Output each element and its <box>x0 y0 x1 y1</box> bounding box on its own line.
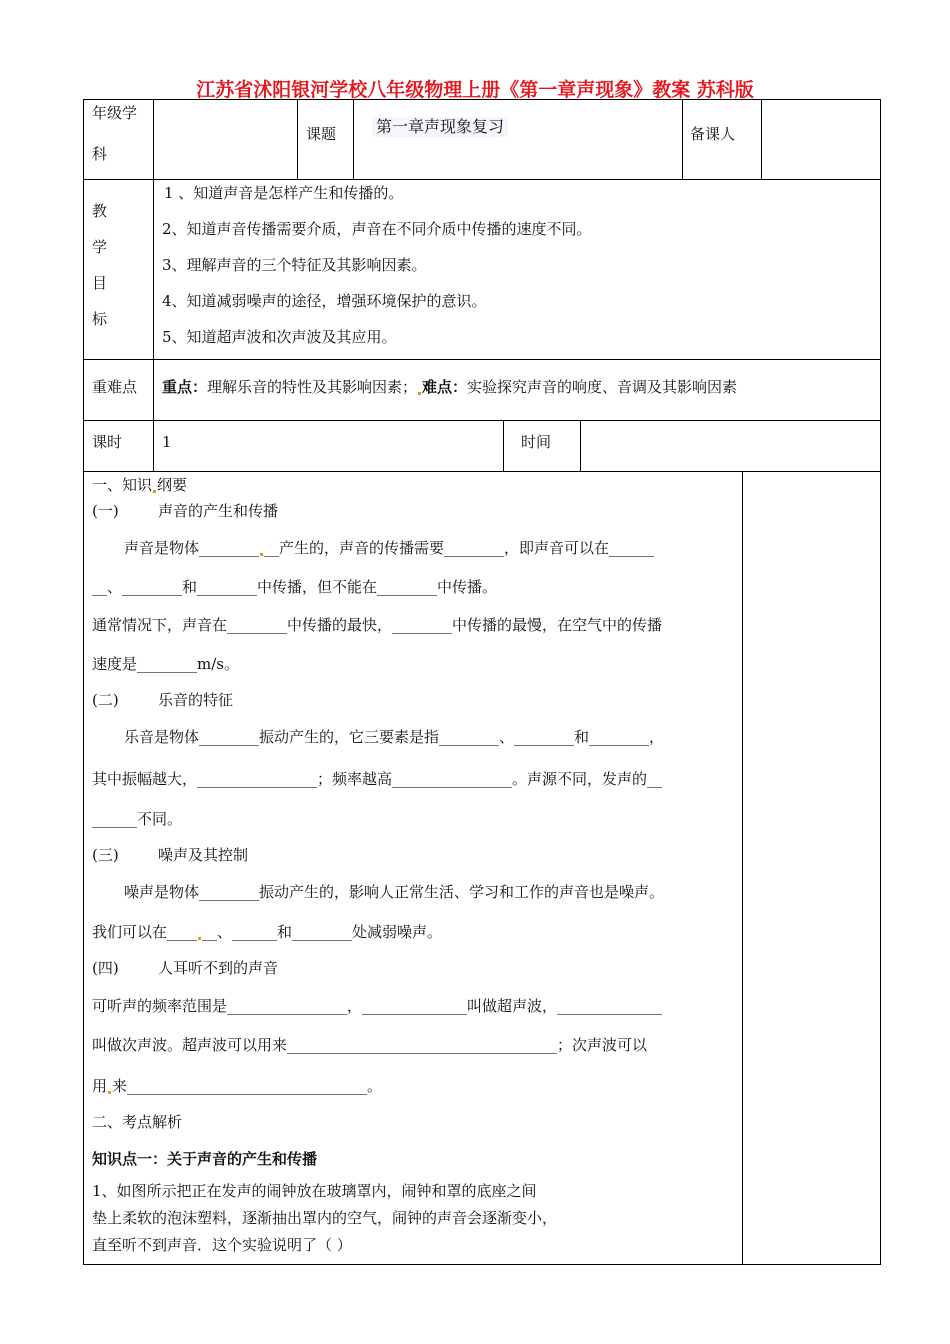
topic-label: 课题 <box>306 125 337 143</box>
col-divider <box>742 471 743 1265</box>
grade-subject-label-cont: 科 <box>92 145 108 163</box>
question-text: 垫上柔软的泡沫塑料，逐渐抽出罩内的空气，闹钟的声音会逐渐变小， <box>92 1209 558 1227</box>
subsection-number: (四) <box>92 959 119 977</box>
subsection-number: (二) <box>92 691 119 709</box>
subsection-title: 人耳听不到的声音 <box>158 959 279 977</box>
preparer-label: 备课人 <box>690 125 736 143</box>
col-divider <box>580 420 581 471</box>
key-label: 重点： <box>162 378 208 396</box>
knowledge-point-heading: 知识点一：关于声音的产生和传播 <box>92 1150 318 1168</box>
fill-blank-line: 通常情况下，声音在________中传播的最快，________中传播的最慢，在空气中的传播 <box>92 616 663 634</box>
fill-blank-line: 其中振幅越大，________________；频率越高________________。声源不同，发声的__ <box>92 770 663 788</box>
objectives-label-4: 标 <box>92 310 108 328</box>
subsection-number: (三) <box>92 846 119 864</box>
fill-blank-line: 叫做次声波。超声波可以用来____________________________________；次声波可以 <box>92 1036 648 1054</box>
subsection-title: 声音的产生和传播 <box>158 502 279 520</box>
fill-blank-line: 我们可以在____ __、______和________处减弱噪声。 <box>92 923 443 941</box>
col-divider <box>761 99 762 179</box>
objectives-label-2: 学 <box>92 238 108 256</box>
subsection-title: 噪声及其控制 <box>158 846 249 864</box>
question-text: 直至听不到声音．这个实验说明了（ ） <box>92 1236 352 1254</box>
grade-subject-label: 年级学 <box>92 104 138 122</box>
difficulty-text: 实验探究声音的响度、音调及其影响因素 <box>467 378 738 396</box>
objectives-label-1: 教 <box>92 202 108 220</box>
subsection-number: (一) <box>92 502 119 520</box>
key-points-line <box>162 378 737 396</box>
fill-blank-line: 噪声是物体________振动产生的，影响人正常生活、学习和工作的声音也是噪声。 <box>124 883 665 901</box>
fill-blank-line: 用 来________________________________。 <box>92 1077 383 1095</box>
fill-blank-line: 声音是物体________ __产生的，声音的传播需要________，即声音可以在______ <box>124 539 655 557</box>
topic-value: 第一章声现象复习 <box>372 117 508 137</box>
mark-dot <box>108 1091 111 1094</box>
col-divider <box>682 99 683 179</box>
fill-blank-line: 可听声的频率范围是________________，______________叫做超声波，______________ <box>92 997 663 1015</box>
fill-blank-line: __、________和________中传播，但不能在________中传播。 <box>92 578 498 596</box>
col-divider <box>503 420 504 471</box>
fill-blank-line: 速度是________m/s。 <box>92 655 239 673</box>
row-divider <box>83 471 881 472</box>
objective-item: 3、理解声音的三个特征及其影响因素。 <box>162 256 427 274</box>
col-divider <box>153 179 154 471</box>
objective-item: 1 、知道声音是怎样产生和传播的。 <box>164 184 404 202</box>
period-value: 1 <box>162 433 172 451</box>
row-divider <box>83 420 881 421</box>
period-label: 课时 <box>92 433 123 451</box>
fill-blank-line: 乐音是物体________振动产生的，它三要素是指________、________和________， <box>124 728 665 746</box>
mark-dot <box>198 937 201 940</box>
document-title: 江苏省沭阳银河学校八年级物理上册《第一章声现象》教案 苏科版 <box>196 79 754 101</box>
fill-blank-line: ______不同。 <box>92 810 183 828</box>
time-label: 时间 <box>521 433 552 451</box>
key-text: 理解乐音的特性及其影响因素； <box>207 378 418 396</box>
objectives-label-3: 目 <box>92 274 108 292</box>
difficulty-label: 难点： <box>422 378 468 396</box>
mark-dot <box>418 392 421 395</box>
mark-dot <box>260 553 263 556</box>
col-divider <box>153 99 154 179</box>
key-points-label: 重难点 <box>92 378 138 396</box>
objective-item: 5、知道超声波和次声波及其应用。 <box>162 328 397 346</box>
row-divider <box>83 179 881 180</box>
objective-item: 4、知道减弱噪声的途径，增强环境保护的意识。 <box>162 292 487 310</box>
section-heading: 一、知识 纲要 <box>92 476 188 494</box>
subsection-title: 乐音的特征 <box>158 691 234 709</box>
objective-item: 2、知道声音传播需要介质，声音在不同介质中传播的速度不同。 <box>162 220 592 238</box>
question-text: 1、如图所示把正在发声的闹钟放在玻璃罩内，闹钟和罩的底座之间 <box>92 1182 537 1200</box>
mark-dot <box>153 490 156 493</box>
row-divider <box>83 359 881 360</box>
col-divider <box>353 99 354 179</box>
section-heading: 二、考点解析 <box>92 1113 183 1131</box>
col-divider <box>297 99 298 179</box>
